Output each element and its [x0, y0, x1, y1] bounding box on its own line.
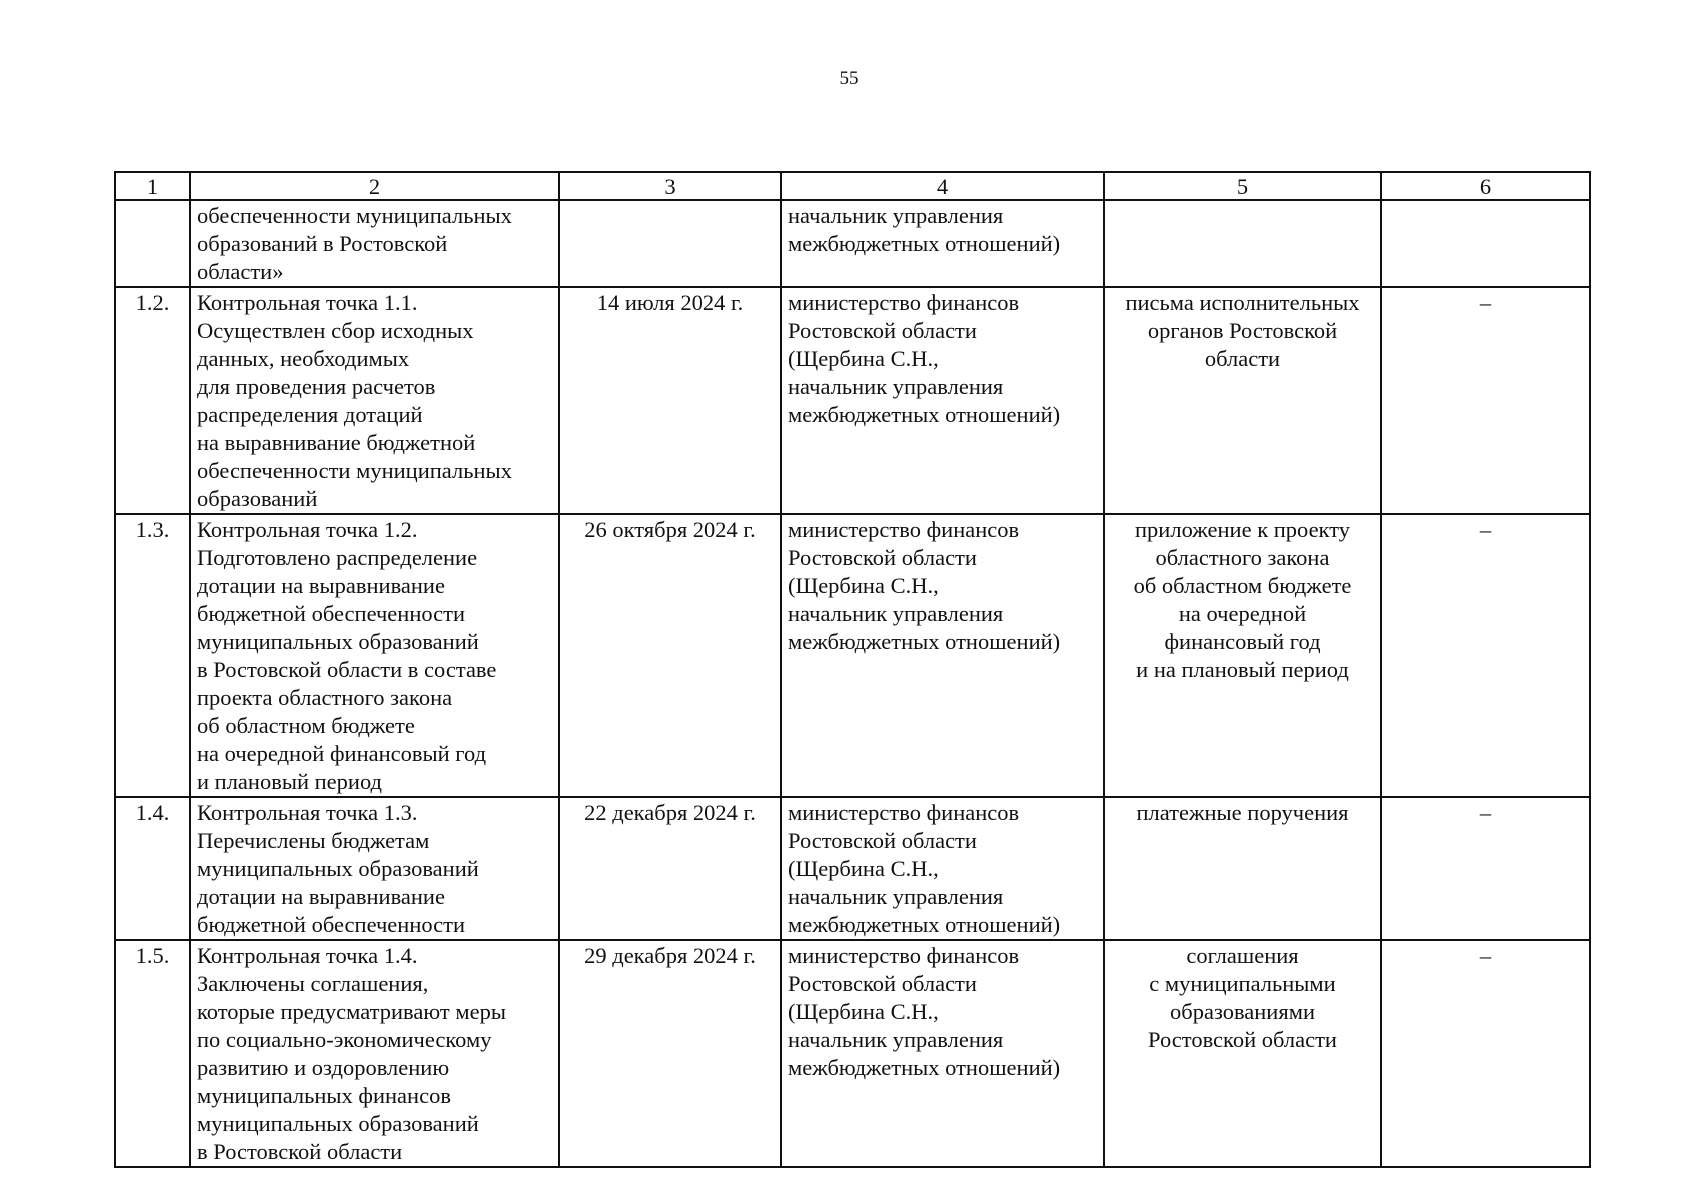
- row-responsible-cell: министерство финансов Ростовской области (Щербина С.Н., начальник управления межбюджетных отношений): [781, 940, 1104, 1167]
- row-name-cell: Контрольная точка 1.4. Заключены соглашения, которые предусматривают меры по социально-экономическому развитию и оздоровлению муниципальных финансов муниципальных образований в Ростовской области: [190, 940, 559, 1167]
- row-responsible-cell: министерство финансов Ростовской области (Щербина С.Н., начальник управления межбюджетных отношений): [781, 514, 1104, 797]
- row-number-cell: 1.3.: [115, 514, 190, 797]
- row-name-cell: Контрольная точка 1.2. Подготовлено распределение дотации на выравнивание бюджетной обеспеченности муниципальных образований в Ростовской области в составе проекта областного закона об областном бюджете на очередной финансовый год и плановый период: [190, 514, 559, 797]
- table-header-row: [115, 172, 1590, 200]
- column-header: 4: [781, 172, 1104, 200]
- row-number-cell: 1.2.: [115, 287, 190, 514]
- row-document-cell: платежные поручения: [1104, 797, 1381, 940]
- control-points-table: [114, 171, 1591, 1168]
- table-row: [115, 514, 1590, 797]
- row-document-cell: письма исполнительных органов Ростовской области: [1104, 287, 1381, 514]
- column-header: 6: [1381, 172, 1590, 200]
- table-row: [115, 940, 1590, 1167]
- row-responsible-cell: министерство финансов Ростовской области (Щербина С.Н., начальник управления межбюджетных отношений): [781, 797, 1104, 940]
- row-number-cell: [115, 200, 190, 287]
- column-header: 5: [1104, 172, 1381, 200]
- row-system-cell: –: [1381, 514, 1590, 797]
- row-name-cell: обеспеченности муниципальных образований в Ростовской области»: [190, 200, 559, 287]
- row-system-cell: –: [1381, 940, 1590, 1167]
- row-date-cell: 29 декабря 2024 г.: [559, 940, 781, 1167]
- row-document-cell: соглашения с муниципальными образованиями Ростовской области: [1104, 940, 1381, 1167]
- row-date-cell: 22 декабря 2024 г.: [559, 797, 781, 940]
- row-system-cell: [1381, 200, 1590, 287]
- row-system-cell: –: [1381, 287, 1590, 514]
- column-header: 2: [190, 172, 559, 200]
- column-header: 3: [559, 172, 781, 200]
- row-name-cell: Контрольная точка 1.3. Перечислены бюджетам муниципальных образований дотации на выравнивание бюджетной обеспеченности: [190, 797, 559, 940]
- column-header: 1: [115, 172, 190, 200]
- row-responsible-cell: министерство финансов Ростовской области (Щербина С.Н., начальник управления межбюджетных отношений): [781, 287, 1104, 514]
- row-number-cell: 1.5.: [115, 940, 190, 1167]
- row-date-cell: 26 октября 2024 г.: [559, 514, 781, 797]
- row-document-cell: [1104, 200, 1381, 287]
- row-document-cell: приложение к проекту областного закона об областном бюджете на очередной финансовый год и на плановый период: [1104, 514, 1381, 797]
- row-date-cell: [559, 200, 781, 287]
- row-name-cell: Контрольная точка 1.1. Осуществлен сбор исходных данных, необходимых для проведения расчетов распределения дотаций на выравнивание бюджетной обеспеченности муниципальных образований: [190, 287, 559, 514]
- row-number-cell: 1.4.: [115, 797, 190, 940]
- page-number: 55: [839, 68, 859, 89]
- row-system-cell: –: [1381, 797, 1590, 940]
- table-row: [115, 287, 1590, 514]
- table-row: [115, 200, 1590, 287]
- table-row: [115, 797, 1590, 940]
- row-date-cell: 14 июля 2024 г.: [559, 287, 781, 514]
- row-responsible-cell: начальник управления межбюджетных отношений): [781, 200, 1104, 287]
